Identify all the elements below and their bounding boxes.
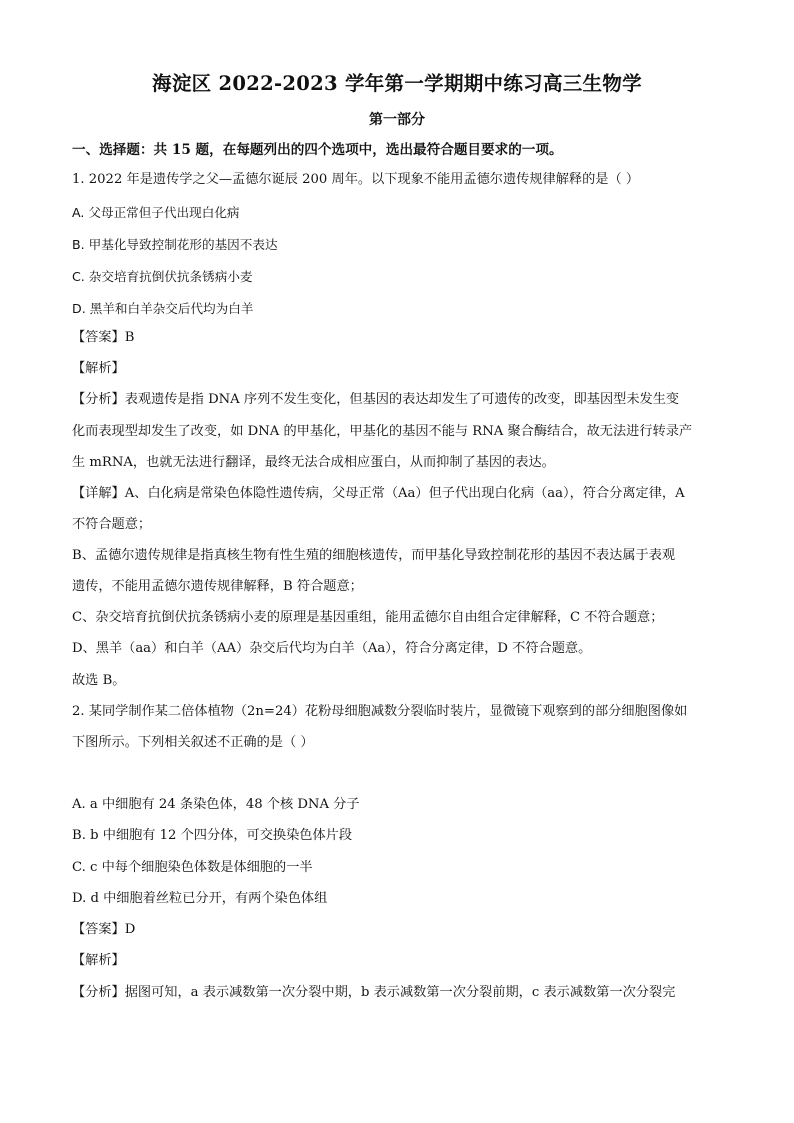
q1-detail-line: C、杂交培育抗倒伏抗条锈病小麦的原理是基因重组，能用孟德尔自由组合定律解释，C 不符合题意； [72, 610, 664, 625]
q1-answer: 【答案】B [72, 330, 135, 345]
q1-detail-line: D、黑羊（aa）和白羊（AA）杂交后代均为白羊（Aa），符合分离定律，D 不符合题意。 [72, 641, 592, 656]
q1-option-a: A. 父母正常但子代出现白化病 [72, 205, 240, 220]
q1-analysis-label: 【解析】 [72, 361, 125, 376]
question-2-stem: 2. 某同学制作某二倍体植物（2n=24）花粉母细胞减数分裂临时装片，显微镜下观察到的部分细胞图像如 [72, 704, 688, 719]
q2-option-d: D. d 中细胞着丝粒已分开，有两个染色体组 [72, 891, 328, 906]
q1-analysis-line: 化而表现型却发生了改变，如 DNA 的甲基化，甲基化的基因不能与 RNA 聚合酶结合，故无法进行转录产 [72, 424, 693, 439]
q1-detail-line: B、孟德尔遗传规律是指真核生物有性生殖的细胞核遗传，而甲基化导致控制花形的基因不表达属于表观 [72, 548, 676, 563]
q1-option-c: C. 杂交培育抗倒伏抗条锈病小麦 [72, 269, 253, 284]
q1-analysis-line: 生 mRNA，也就无法进行翻译，最终无法合成相应蛋白，从而抑制了基因的表达。 [72, 455, 555, 470]
q2-answer: 【答案】D [72, 922, 136, 937]
q2-analysis-line: 【分析】据图可知，a 表示减数第一次分裂中期，b 表示减数第一次分裂前期，c 表示减数第一次分裂完 [72, 985, 676, 1000]
q1-detail-line: 不符合题意； [72, 517, 152, 532]
q1-option-d: D. 黑羊和白羊杂交后代均为白羊 [72, 301, 254, 316]
q1-option-b: B. 甲基化导致控制花形的基因不表达 [72, 237, 278, 252]
q1-analysis-line: 【分析】表观遗传是指 DNA 序列不发生变化，但基因的表达却发生了可遗传的改变，即基因型未发生变 [72, 392, 680, 407]
q2-option-a: A. a 中细胞有 24 条染色体，48 个核 DNA 分子 [72, 797, 360, 812]
question-1-stem: 1. 2022 年是遗传学之父—孟德尔诞辰 200 周年。以下现象不能用孟德尔遗传规律解释的是（ ） [72, 172, 640, 187]
q2-analysis-label: 【解析】 [72, 953, 125, 968]
question-2-stem: 下图所示。下列相关叙述不正确的是（ ） [72, 735, 314, 750]
q1-conclusion: 故选 B。 [72, 673, 126, 688]
section-heading: 一、选择题：共 15 题，在每题列出的四个选项中，选出最符合题目要求的一项。 [72, 142, 563, 158]
q2-option-c: C. c 中每个细胞染色体数是体细胞的一半 [72, 860, 313, 875]
q1-detail-line: 【详解】A、白化病是常染色体隐性遗传病，父母正常（Aa）但子代出现白化病（aa），符合分离定律，A [72, 486, 685, 501]
q1-detail-line: 遗传，不能用孟德尔遗传规律解释，B 符合题意； [72, 579, 363, 594]
q2-option-b: B. b 中细胞有 12 个四分体，可交换染色体片段 [72, 828, 353, 843]
page-title: 海淀区 2022-2023 学年第一学期期中练习高三生物学 [152, 72, 642, 95]
part-heading: 第一部分 [369, 112, 425, 128]
